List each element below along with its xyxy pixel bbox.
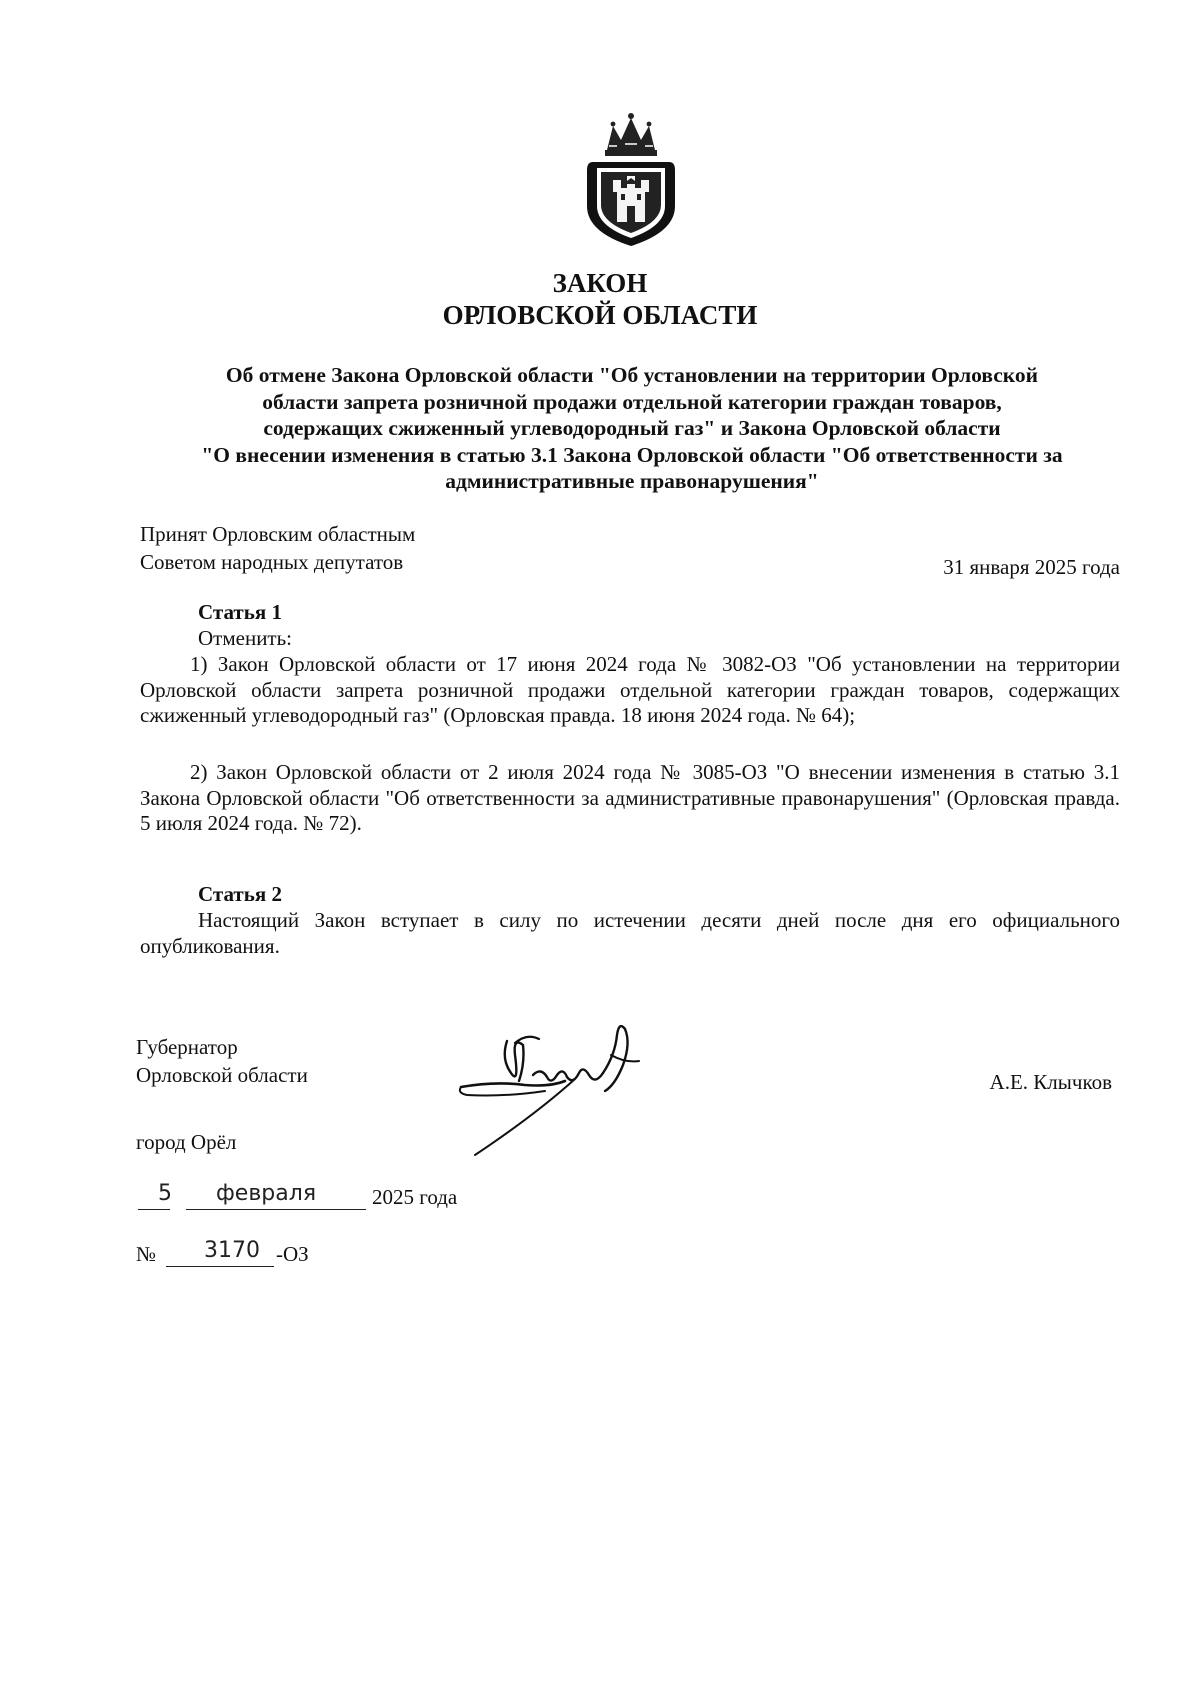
signing-month: февраля: [216, 1181, 317, 1206]
number-underline: [166, 1266, 274, 1267]
signatory-title: [136, 1033, 308, 1089]
adoption-note-line: Принят Орловским областным: [140, 522, 416, 546]
law-heading-line: "О внесении изменения в статью 3.1 Закона Орловской области "Об ответственности за: [201, 442, 1063, 467]
number-value: 3170: [204, 1238, 260, 1263]
article-1-lead: Отменить:: [198, 626, 293, 650]
signatory-title-line: Орловской области: [136, 1063, 308, 1087]
law-heading-line: административные правонарушения": [445, 469, 819, 493]
issuer-title: ОРЛОВСКОЙ ОБЛАСТИ: [442, 300, 758, 330]
adoption-note: [140, 520, 415, 576]
article-1-item-1: 1) Закон Орловской области от 17 июня 2024 года № 3082-ОЗ "Об установлении на территории Орловской области запрета розничной продажи отдельной категории граждан товаров, содержащих сжиженный углеводородный газ" (Орловская правда. 18 июня 2024 года. № 64);: [140, 652, 1120, 727]
article-1-title: Статья 1: [198, 600, 282, 624]
number-sign: №: [136, 1242, 157, 1266]
law-heading-line: области запрета розничной продажи отдельной категории граждан товаров,: [262, 389, 1002, 414]
signing-day: 5: [158, 1181, 172, 1206]
law-heading-line: Об отмене Закона Орловской области "Об установлении на территории Орловской: [225, 363, 1039, 387]
signing-date: [136, 1183, 516, 1213]
law-number: [136, 1240, 436, 1270]
handwritten-signature-icon: [455, 1015, 665, 1160]
adoption-date: 31 января 2025 года: [943, 555, 1120, 579]
document-type-title: ЗАКОН: [552, 268, 648, 298]
signatory-name: А.Е. Клычков: [989, 1070, 1112, 1094]
signatory-title-line: Губернатор: [136, 1035, 238, 1059]
orel-oblast-coat-of-arms-icon: [579, 110, 683, 250]
signing-city: город Орёл: [136, 1130, 237, 1154]
article-2-text: Настоящий Закон вступает в силу по истечении десяти дней после дня его официального опубликования.: [140, 908, 1120, 958]
adoption-note-line: Советом народных депутатов: [140, 550, 404, 574]
month-underline: [186, 1209, 366, 1210]
law-heading: [140, 362, 1124, 495]
signing-year: 2025 года: [372, 1185, 458, 1209]
day-underline: [138, 1209, 170, 1210]
article-1-item-2: 2) Закон Орловской области от 2 июля 2024 года № 3085-ОЗ "О внесении изменения в статью 3.1 Закона Орловской области "Об ответственности за административные правонарушения" (Орловская правда. 5 июля 2024 года. № 72).: [140, 760, 1120, 835]
article-2-title: Статья 2: [198, 882, 282, 906]
law-heading-line: содержащих сжиженный углеводородный газ" и Закона Орловской области: [263, 416, 1001, 440]
number-suffix: -ОЗ: [276, 1242, 309, 1266]
